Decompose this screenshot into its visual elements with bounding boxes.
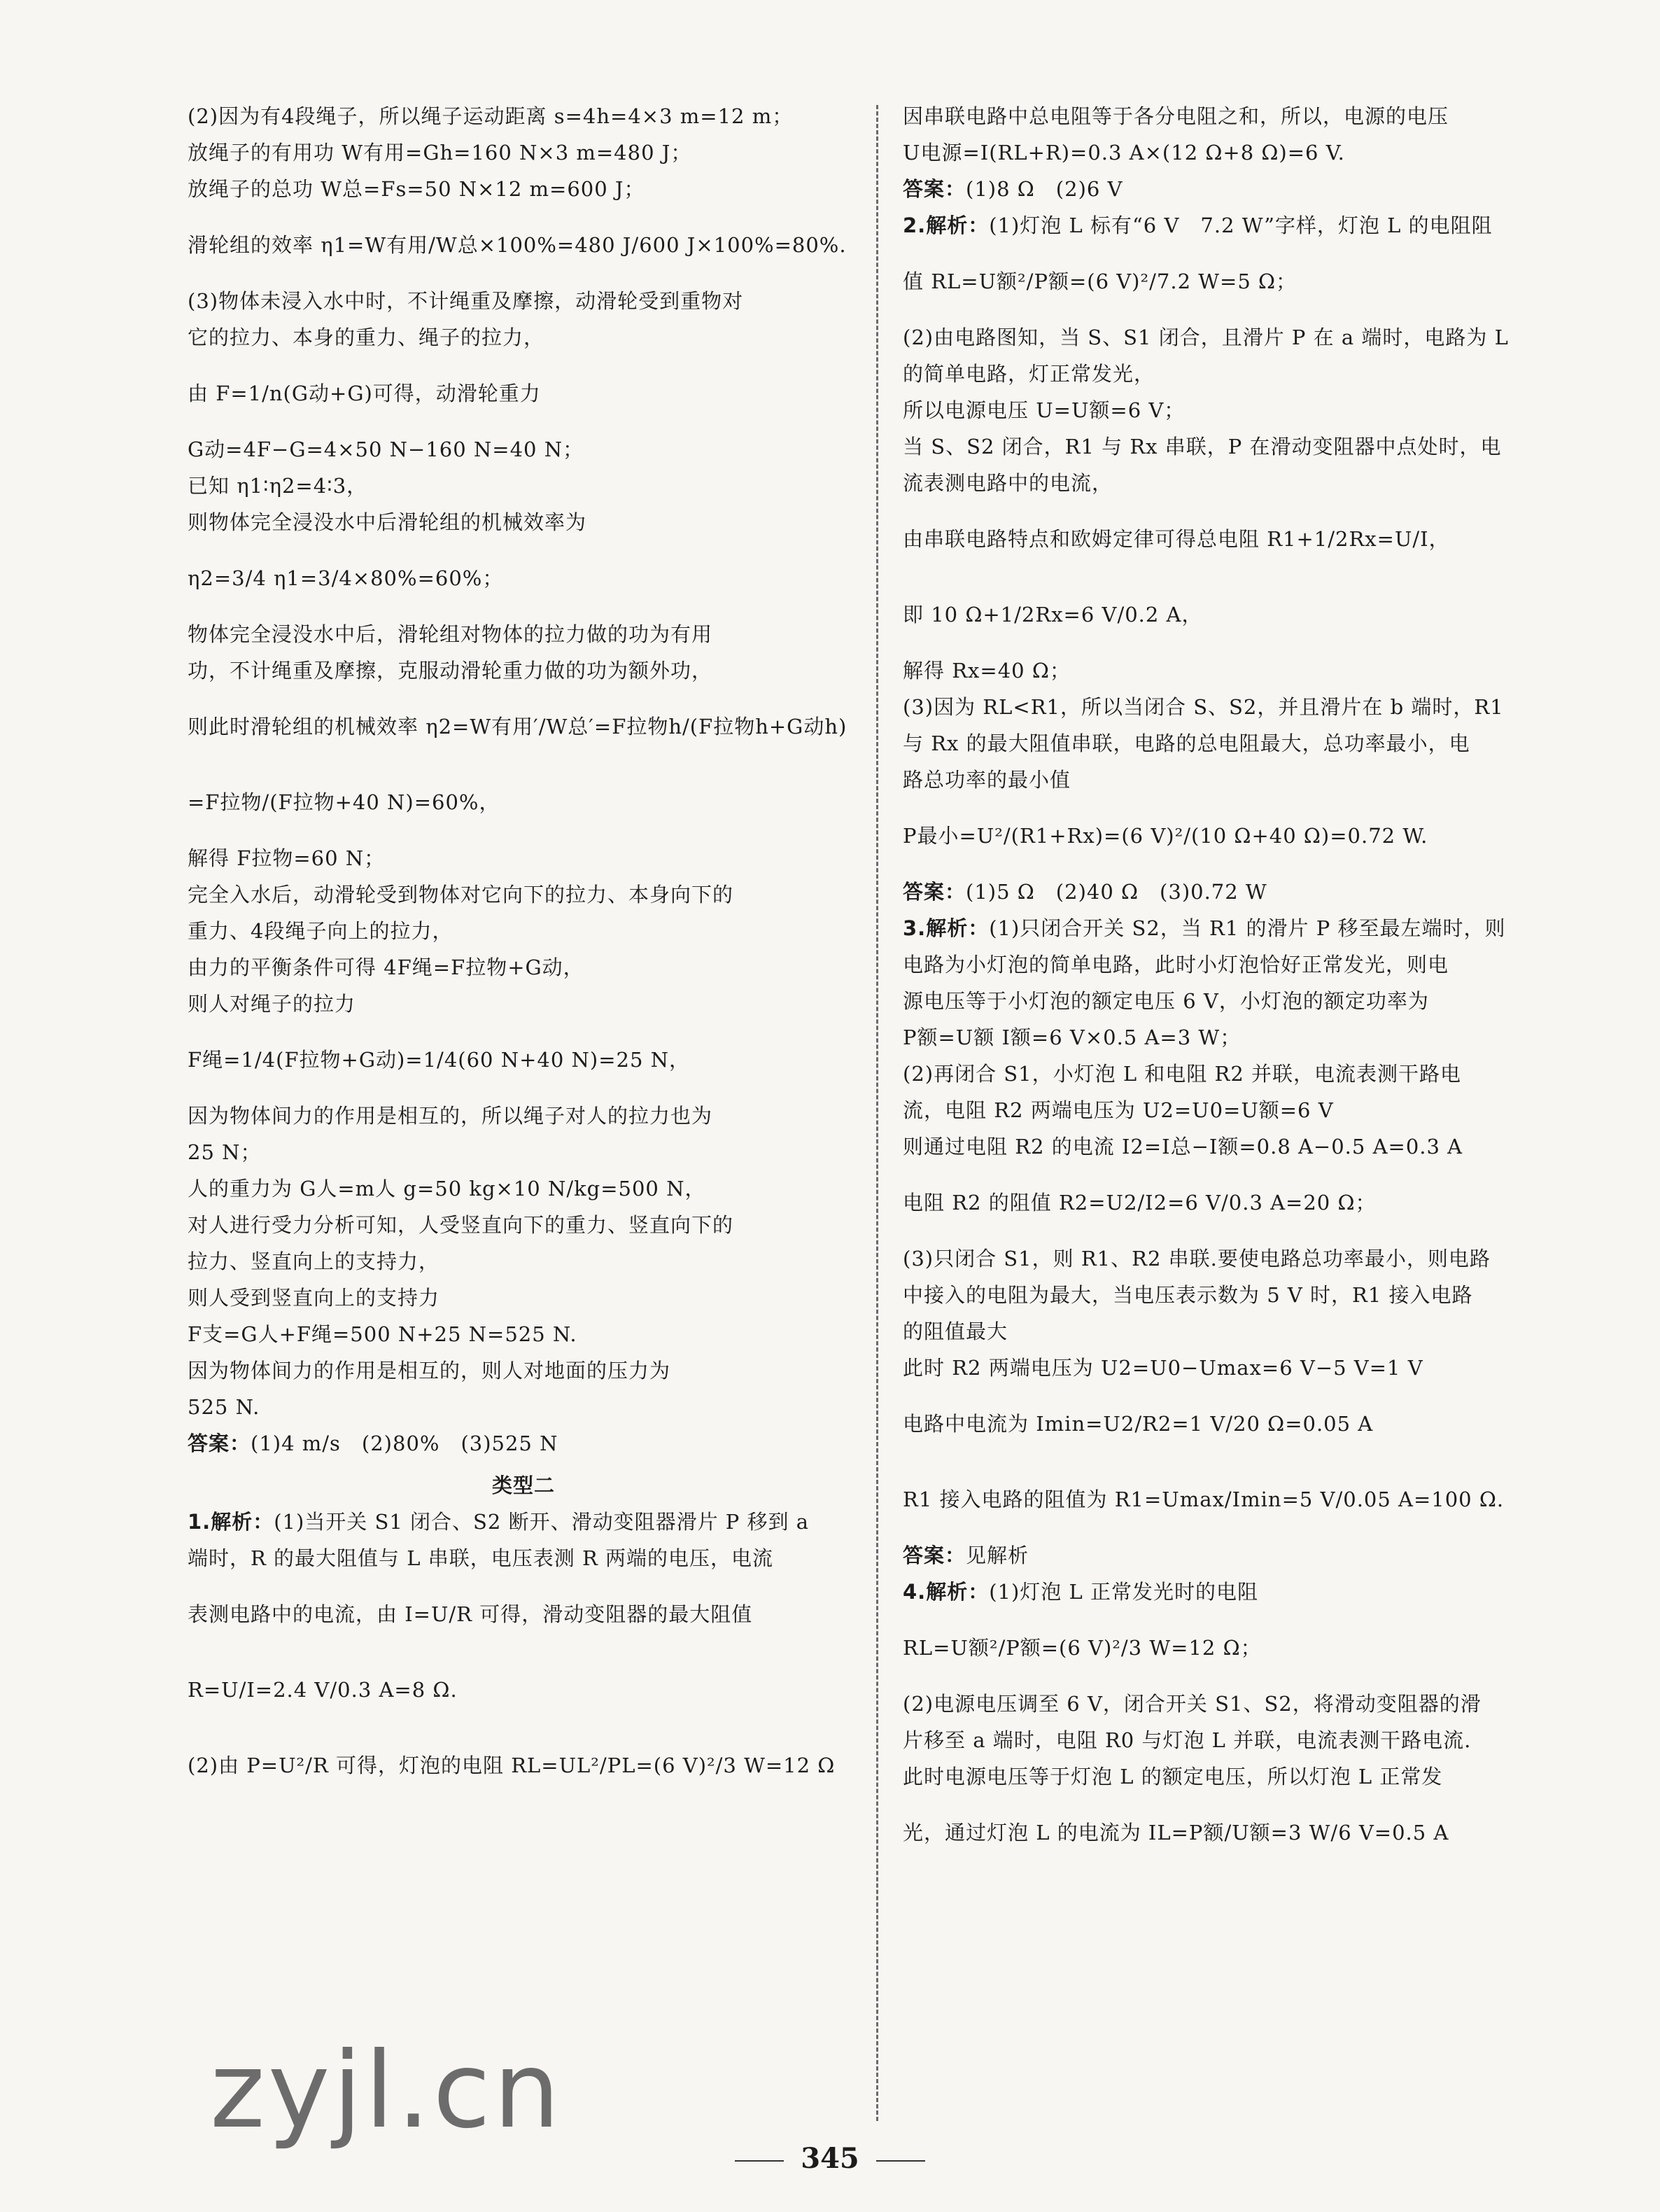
formula-line: 则此时滑轮组的机械效率 η2=W有用′/W总′=F拉物h/(F拉物h+G动h) bbox=[188, 715, 847, 738]
answer-text: 见解析 bbox=[966, 1544, 1029, 1567]
footer-dash-left bbox=[735, 2160, 784, 2162]
question-line bbox=[188, 1504, 859, 1540]
question-text: (1)灯泡 L 正常发光时的电阻 bbox=[989, 1580, 1258, 1604]
question-text: (1)当开关 S1 闭合、S2 断开、滑动变阻器滑片 P 移到 a bbox=[274, 1510, 810, 1534]
text-line: 重力、4段绳子向上的拉力， bbox=[188, 919, 453, 943]
text-line: 此时电源电压等于灯泡 L 的额定电压，所以灯泡 L 正常发 bbox=[903, 1765, 1443, 1788]
text-line: 放绳子的总功 W总=Fs=50 N×12 m=600 J； bbox=[188, 177, 645, 201]
text-line: 对人进行受力分析可知，人受竖直向下的重力、竖直向下的 bbox=[188, 1213, 734, 1237]
text-line: 流，电阻 R2 两端电压为 U2=U0=U额=6 V bbox=[903, 1098, 1334, 1122]
formula-line: R1 接入电路的阻值为 R1=Umax/Imin=5 V/0.05 A=100 Ω. bbox=[903, 1488, 1505, 1511]
text-line: 的简单电路，灯正常发光， bbox=[903, 362, 1155, 386]
text-line: 物体完全浸没水中后，滑轮组对物体的拉力做的功为有用 bbox=[188, 622, 713, 646]
formula-line: RL=U额²/P额=(6 V)²/3 W=12 Ω； bbox=[903, 1636, 1262, 1660]
question-label: 4.解析： bbox=[903, 1580, 990, 1604]
text-line: 它的拉力、本身的重力、绳子的拉力， bbox=[188, 326, 545, 349]
text-line: 因为物体间力的作用是相互的，则人对地面的压力为 bbox=[188, 1359, 671, 1382]
text-line: F支=G人+F绳=500 N+25 N=525 N. bbox=[188, 1322, 577, 1346]
text-line: 端时，R 的最大阻值与 L 串联，电压表测 R 两端的电压，电流 bbox=[188, 1546, 774, 1570]
text-line: 则人受到竖直向上的支持力 bbox=[188, 1286, 440, 1310]
question-line bbox=[903, 910, 1568, 946]
answer-text: (1)4 m/s (2)80% (3)525 N bbox=[251, 1432, 558, 1455]
question-text: (1)只闭合开关 S2，当 R1 的滑片 P 移至最左端时，则 bbox=[989, 916, 1506, 940]
formula-line: 由串联电路特点和欧姆定律可得总电阻 R1+1/2Rx=U/I， bbox=[903, 527, 1450, 551]
answer-label: 答案： bbox=[903, 880, 966, 904]
answer-line bbox=[188, 1425, 859, 1462]
answer-label: 答案： bbox=[188, 1432, 251, 1455]
text-line: (2)因为有4段绳子，所以绳子运动距离 s=4h=4×3 m=12 m； bbox=[188, 104, 794, 128]
text-line: 当 S、S2 闭合，R1 与 Rx 串联，P 在滑动变阻器中点处时，电 bbox=[903, 435, 1502, 458]
formula-line: 滑轮组的效率 η1=W有用/W总×100%=480 J/600 J×100%=80%. bbox=[188, 233, 847, 257]
text-line: (3)物体未浸入水中时，不计绳重及摩擦，动滑轮受到重物对 bbox=[188, 289, 744, 313]
text-line: 所以电源电压 U=U额=6 V； bbox=[903, 398, 1186, 422]
answer-label: 答案： bbox=[903, 1544, 966, 1567]
text-line: 由力的平衡条件可得 4F绳=F拉物+G动， bbox=[188, 955, 584, 979]
text-line: 路总功率的最小值 bbox=[903, 768, 1071, 792]
answer-line bbox=[903, 171, 1568, 207]
question-line bbox=[903, 207, 1568, 244]
text-line: (2)电源电压调至 6 V，闭合开关 S1、S2，将滑动变阻器的滑 bbox=[903, 1692, 1482, 1716]
column-divider bbox=[876, 105, 878, 2121]
question-label: 3.解析： bbox=[903, 916, 990, 940]
answer-line bbox=[903, 874, 1568, 910]
text-line: 放绳子的有用功 W有用=Gh=160 N×3 m=480 J； bbox=[188, 141, 692, 164]
text-line: 解得 F拉物=60 N； bbox=[188, 846, 386, 870]
text-line: 因串联电路中总电阻等于各分电阻之和，所以，电源的电压 bbox=[903, 104, 1449, 128]
formula-line: 表测电路中的电流，由 I=U/R 可得，滑动变阻器的最大阻值 bbox=[188, 1602, 753, 1626]
page-number: 345 bbox=[801, 2142, 859, 2175]
formula-line: η2=3/4 η1=3/4×80%=60%； bbox=[188, 566, 504, 590]
question-line bbox=[903, 1574, 1568, 1610]
text-line: 已知 η1∶η2=4∶3， bbox=[188, 474, 368, 498]
text-line: 拉力、竖直向上的支持力， bbox=[188, 1250, 440, 1273]
formula-line: 值 RL=U额²/P额=(6 V)²/7.2 W=5 Ω； bbox=[903, 270, 1297, 293]
text-line: G动=4F−G=4×50 N−160 N=40 N； bbox=[188, 438, 584, 461]
text-line: 电路为小灯泡的简单电路，此时小灯泡恰好正常发光，则电 bbox=[903, 953, 1449, 976]
formula-line: P最小=U²/(R1+Rx)=(6 V)²/(10 Ω+40 Ω)=0.72 W. bbox=[903, 824, 1428, 848]
text-line: (3)只闭合 S1，则 R1、R2 串联.要使电路总功率最小，则电路 bbox=[903, 1247, 1491, 1270]
text-line: U电源=I(RL+R)=0.3 A×(12 Ω+8 Ω)=6 V. bbox=[903, 141, 1345, 164]
text-line: (2)由电路图知，当 S、S1 闭合，且滑片 P 在 a 端时，电路为 L bbox=[903, 326, 1509, 349]
text-line: 人的重力为 G人=m人 g=50 kg×10 N/kg=500 N， bbox=[188, 1177, 706, 1200]
answer-text: (1)5 Ω (2)40 Ω (3)0.72 W bbox=[966, 880, 1267, 904]
question-text: (1)灯泡 L 标有“6 V 7.2 W”字样，灯泡 L 的电阻阻 bbox=[989, 214, 1493, 237]
right-column bbox=[903, 98, 1568, 1870]
formula-line: (2)由 P=U²/R 可得，灯泡的电阻 RL=UL²/PL=(6 V)²/3 W=12 Ω bbox=[188, 1754, 836, 1777]
text-line: 完全入水后，动滑轮受到物体对它向下的拉力、本身向下的 bbox=[188, 883, 734, 906]
text-line: 此时 R2 两端电压为 U2=U0−Umax=6 V−5 V=1 V bbox=[903, 1356, 1423, 1380]
text-line: 中接入的电阻为最大，当电压表示数为 5 V 时，R1 接入电路 bbox=[903, 1283, 1473, 1307]
text-line: P额=U额 I额=6 V×0.5 A=3 W； bbox=[903, 1026, 1242, 1049]
question-label: 2.解析： bbox=[903, 214, 990, 237]
text-line: (2)再闭合 S1，小灯泡 L 和电阻 R2 并联，电流表测干路电 bbox=[903, 1062, 1462, 1086]
text-line: 则物体完全浸没水中后滑轮组的机械效率为 bbox=[188, 510, 587, 534]
left-column bbox=[188, 98, 859, 1803]
section-heading: 类型二 bbox=[491, 1474, 555, 1497]
text-line: 片移至 a 端时，电阻 R0 与灯泡 L 并联，电流表测干路电流. bbox=[903, 1728, 1472, 1752]
page-number-footer bbox=[0, 2142, 1660, 2175]
text-line: 则通过电阻 R2 的电流 I2=I总−I额=0.8 A−0.5 A=0.3 A bbox=[903, 1135, 1463, 1158]
formula-line: 电阻 R2 的阻值 R2=U2/I2=6 V/0.3 A=20 Ω； bbox=[903, 1191, 1377, 1214]
answer-label: 答案： bbox=[903, 177, 966, 201]
formula-line: 光，通过灯泡 L 的电流为 IL=P额/U额=3 W/6 V=0.5 A bbox=[903, 1821, 1449, 1844]
text-line: 因为物体间力的作用是相互的，所以绳子对人的拉力也为 bbox=[188, 1104, 713, 1128]
text-line: 源电压等于小灯泡的额定电压 6 V，小灯泡的额定功率为 bbox=[903, 989, 1429, 1013]
formula-line: =F拉物/(F拉物+40 N)=60%， bbox=[188, 790, 500, 814]
formula-line: R=U/I=2.4 V/0.3 A=8 Ω. bbox=[188, 1678, 458, 1702]
formula-line: 电路中电流为 Imin=U2/R2=1 V/20 Ω=0.05 A bbox=[903, 1412, 1374, 1436]
watermark-logo: zyjl.cn bbox=[210, 2030, 563, 2152]
text-line: 与 Rx 的最大阻值串联，电路的总电阻最大，总功率最小，电 bbox=[903, 732, 1470, 755]
text-line: 流表测电路中的电流， bbox=[903, 471, 1113, 495]
text-line: 则人对绳子的拉力 bbox=[188, 992, 356, 1016]
text-line: 525 N. bbox=[188, 1395, 260, 1419]
answer-text: (1)8 Ω (2)6 V bbox=[966, 177, 1123, 201]
answer-line bbox=[903, 1537, 1568, 1574]
text-line: 的阻值最大 bbox=[903, 1320, 1008, 1343]
text-line: 解得 Rx=40 Ω； bbox=[903, 659, 1071, 682]
question-label: 1.解析： bbox=[188, 1510, 274, 1534]
footer-dash-right bbox=[876, 2160, 925, 2162]
formula-line: 即 10 Ω+1/2Rx=6 V/0.2 A， bbox=[903, 603, 1203, 626]
formula-line: F绳=1/4(F拉物+G动)=1/4(60 N+40 N)=25 N， bbox=[188, 1048, 690, 1072]
text-line: 功，不计绳重及摩擦，克服动滑轮重力做的功为额外功， bbox=[188, 659, 713, 682]
text-line: (3)因为 RL<R1，所以当闭合 S、S2，并且滑片在 b 端时，R1 bbox=[903, 695, 1504, 719]
text-line: 25 N； bbox=[188, 1140, 262, 1164]
formula-line: 由 F=1/n(G动+G)可得，动滑轮重力 bbox=[188, 382, 541, 405]
